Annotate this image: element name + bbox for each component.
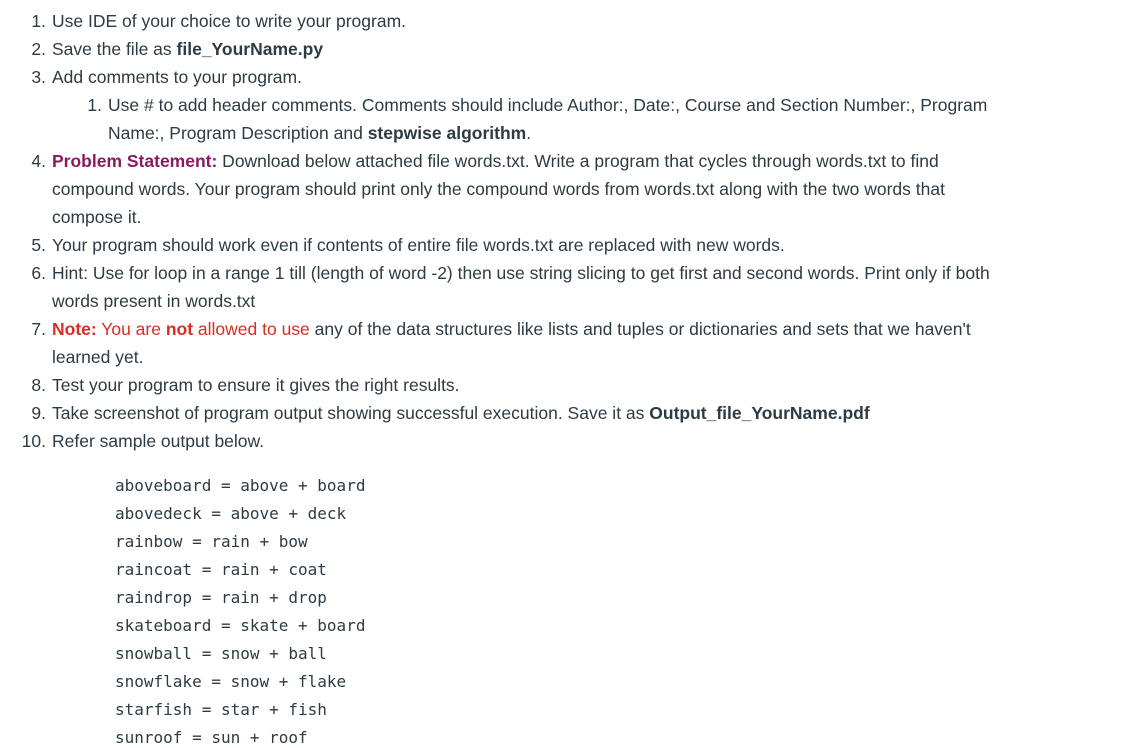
list-item-continuation	[0, 343, 1131, 371]
list-item	[0, 259, 1131, 287]
list-text	[52, 315, 971, 343]
list-item	[0, 7, 1131, 35]
list-text: compound words. Your program should print only the compound words from words.txt along with the two words that	[52, 179, 945, 199]
problem-statement-label: Problem Statement:	[52, 151, 218, 171]
sample-output-line: snowball = snow + ball	[115, 644, 327, 663]
list-item	[0, 35, 1131, 63]
list-text: Hint: Use for loop in a range 1 till (length of word -2) then use string slicing to get first and second words. Print only if both	[52, 263, 990, 283]
text-run: Name:, Program Description and	[108, 123, 368, 143]
list-text: Test your program to ensure it gives the right results.	[52, 375, 460, 395]
list-number: 6.	[31, 263, 46, 283]
list-text: compose it.	[52, 207, 142, 227]
text-run: You are	[96, 319, 166, 339]
list-text	[52, 399, 870, 427]
filename-bold: file_YourName.py	[176, 39, 324, 59]
text-run: any of the data structures like lists and tuples or dictionaries and sets that we haven't	[309, 319, 971, 339]
list-number: 2.	[31, 39, 46, 59]
list-item	[0, 147, 1131, 175]
text-run: Download below attached file words.txt. Write a program that cycles through words.txt to find	[217, 151, 939, 171]
list-text: words present in words.txt	[52, 291, 256, 311]
not-emphasis: not	[165, 319, 194, 339]
list-number: 8.	[31, 375, 46, 395]
list-item	[0, 399, 1131, 427]
list-number: 1.	[31, 11, 46, 31]
list-text	[52, 147, 939, 175]
list-text: Add comments to your program.	[52, 67, 302, 87]
text-run: allowed to use	[193, 319, 310, 339]
list-number: 1.	[87, 95, 102, 115]
list-text	[108, 119, 531, 147]
list-number: 7.	[31, 319, 46, 339]
list-number: 9.	[31, 403, 46, 423]
list-text: Use # to add header comments. Comments should include Author:, Date:, Course and Section Number:, Program	[108, 95, 988, 115]
list-item-continuation	[0, 287, 1131, 315]
sample-output-line: sunroof = sun + roof	[115, 728, 308, 747]
sample-output-line: starfish = star + fish	[115, 700, 327, 719]
list-number: 3.	[31, 67, 46, 87]
list-text: Your program should work even if contents of entire file words.txt are replaced with new words.	[52, 235, 785, 255]
list-item	[0, 315, 1131, 343]
list-number: 10.	[21, 431, 46, 451]
sample-output-line: abovedeck = above + deck	[115, 504, 347, 523]
list-number: 5.	[31, 235, 46, 255]
list-item	[0, 63, 1131, 91]
sample-output-line: raindrop = rain + drop	[115, 588, 327, 607]
list-item-continuation	[0, 203, 1131, 231]
sample-output-block	[115, 472, 365, 748]
sample-output-line: skateboard = skate + board	[115, 616, 366, 635]
note-label: Note:	[52, 319, 97, 339]
text-run: .	[526, 123, 532, 143]
instructions-list	[0, 7, 1131, 455]
list-text: learned yet.	[52, 347, 144, 367]
sample-output-line: aboveboard = above + board	[115, 476, 366, 495]
sample-output-line: snowflake = snow + flake	[115, 672, 347, 691]
list-item	[0, 231, 1131, 259]
text-run: Take screenshot of program output showing successful execution. Save it as	[52, 403, 650, 423]
sub-list-item-continuation	[0, 119, 1131, 147]
list-item	[0, 371, 1131, 399]
text-run: Save the file as	[52, 39, 177, 59]
list-text: Use IDE of your choice to write your program.	[52, 11, 407, 31]
list-number: 4.	[31, 151, 46, 171]
sub-list-item	[0, 91, 1131, 119]
sample-output-line: rainbow = rain + bow	[115, 532, 308, 551]
output-filename-bold: Output_file_YourName.pdf	[649, 403, 870, 423]
list-item	[0, 427, 1131, 455]
sample-output-line: raincoat = rain + coat	[115, 560, 327, 579]
list-text: Refer sample output below.	[52, 431, 265, 451]
list-item-continuation	[0, 175, 1131, 203]
stepwise-bold: stepwise algorithm	[367, 123, 527, 143]
list-text	[52, 35, 323, 63]
